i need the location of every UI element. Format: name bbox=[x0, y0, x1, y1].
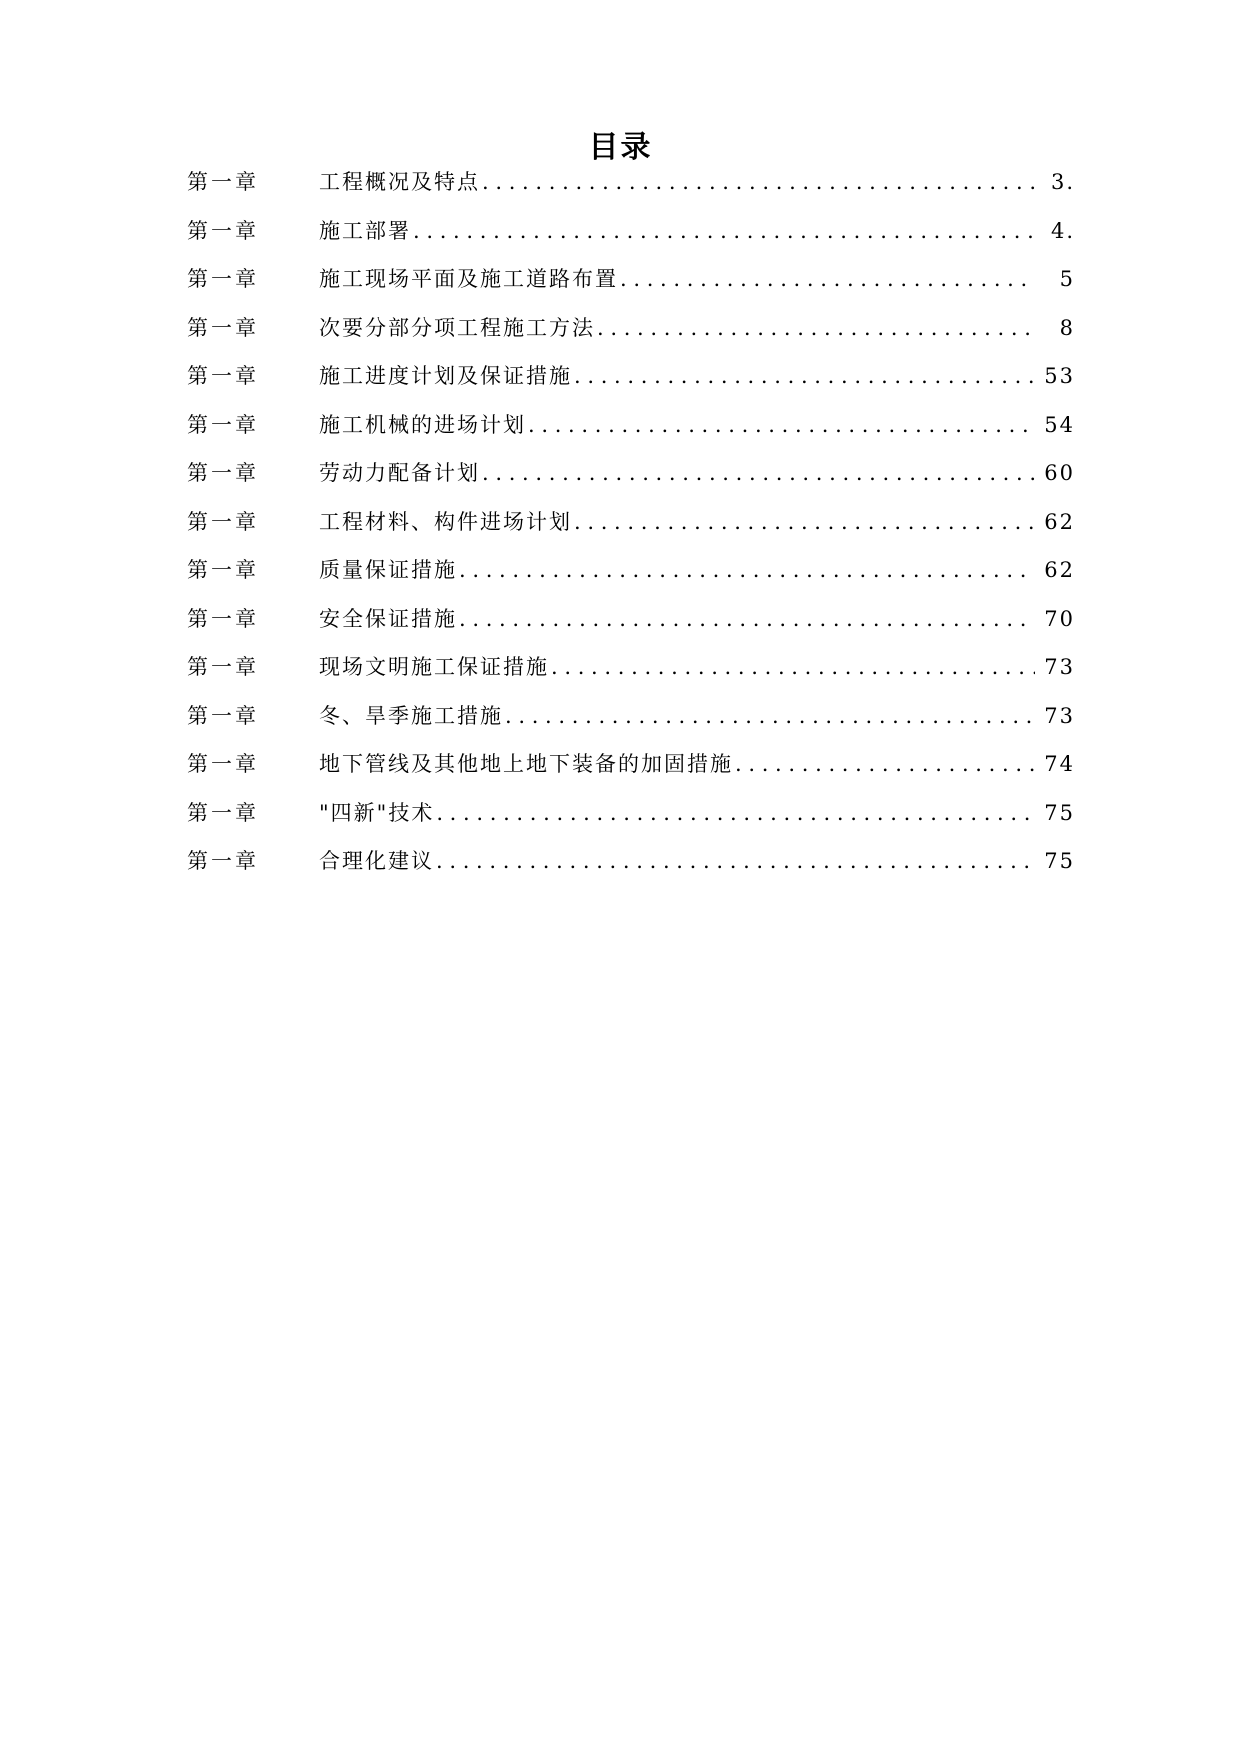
toc-chapter-label: 第一章 bbox=[187, 509, 259, 534]
toc-entry[interactable] bbox=[187, 799, 1075, 848]
toc-page-number: 75 bbox=[1044, 800, 1075, 825]
toc-heading: 劳动力配备计划 bbox=[319, 461, 480, 485]
toc-dot-leader bbox=[574, 362, 1035, 390]
toc-chapter-label: 第一章 bbox=[187, 364, 259, 388]
toc-page-number: 4. bbox=[1050, 218, 1075, 243]
toc-entry[interactable] bbox=[187, 459, 1075, 508]
toc-chapter-label: 第一章 bbox=[187, 218, 259, 243]
toc-page-number: 70 bbox=[1044, 606, 1075, 631]
toc-entry[interactable] bbox=[187, 750, 1075, 799]
toc-heading: 工程概况及特点 bbox=[319, 170, 480, 194]
toc-chapter-label: 第一章 bbox=[187, 315, 259, 340]
toc-entry[interactable] bbox=[187, 702, 1075, 751]
toc-page-number: 5 bbox=[1059, 267, 1075, 291]
toc-chapter-label: 第一章 bbox=[187, 703, 259, 728]
toc-dot-leader bbox=[413, 217, 1035, 245]
toc-dot-leader bbox=[528, 411, 1035, 439]
toc-dot-leader bbox=[436, 799, 1035, 827]
toc-heading: 合理化建议 bbox=[319, 849, 434, 873]
toc-entry[interactable] bbox=[187, 362, 1075, 411]
toc-page-number: 62 bbox=[1044, 558, 1075, 582]
toc-entry[interactable] bbox=[187, 847, 1075, 896]
toc-dot-leader bbox=[436, 847, 1035, 875]
toc-dot-leader bbox=[574, 508, 1035, 536]
table-of-contents bbox=[187, 168, 1075, 896]
toc-chapter-label: 第一章 bbox=[187, 267, 259, 291]
toc-heading: 次要分部分项工程施工方法 bbox=[319, 315, 595, 340]
toc-chapter-label: 第一章 bbox=[187, 655, 259, 679]
toc-page-number: 62 bbox=[1044, 509, 1075, 534]
toc-chapter-label: 第一章 bbox=[187, 752, 259, 776]
toc-chapter-label: 第一章 bbox=[187, 849, 259, 873]
toc-dot-leader bbox=[482, 168, 1035, 196]
toc-chapter-label: 第一章 bbox=[187, 558, 259, 582]
toc-heading: 现场文明施工保证措施 bbox=[319, 655, 549, 679]
toc-dot-leader bbox=[551, 653, 1035, 681]
toc-dot-leader bbox=[459, 556, 1035, 584]
toc-page-number: 74 bbox=[1044, 752, 1075, 776]
toc-heading: 施工进度计划及保证措施 bbox=[319, 364, 572, 388]
toc-page-number: 60 bbox=[1044, 461, 1075, 485]
toc-heading: 安全保证措施 bbox=[319, 606, 457, 631]
toc-dot-leader bbox=[620, 265, 1035, 293]
toc-page-number: 73 bbox=[1044, 655, 1075, 679]
toc-page-number: 73 bbox=[1044, 703, 1075, 728]
toc-entry[interactable] bbox=[187, 217, 1075, 266]
toc-dot-leader bbox=[597, 314, 1035, 342]
toc-heading: "四新"技术 bbox=[319, 800, 435, 825]
toc-dot-leader bbox=[505, 702, 1035, 730]
toc-entry[interactable] bbox=[187, 168, 1075, 217]
toc-page-number: 54 bbox=[1044, 412, 1075, 437]
toc-heading: 施工现场平面及施工道路布置 bbox=[319, 267, 618, 291]
toc-entry[interactable] bbox=[187, 508, 1075, 557]
toc-heading: 地下管线及其他地上地下装备的加固措施 bbox=[319, 752, 733, 776]
toc-chapter-label: 第一章 bbox=[187, 170, 259, 194]
toc-heading: 施工机械的进场计划 bbox=[319, 412, 526, 437]
toc-chapter-label: 第一章 bbox=[187, 800, 259, 825]
toc-dot-leader bbox=[459, 605, 1035, 633]
toc-page-number: 8 bbox=[1059, 315, 1075, 340]
toc-dot-leader bbox=[482, 459, 1035, 487]
toc-entry[interactable] bbox=[187, 411, 1075, 460]
toc-page-number: 75 bbox=[1044, 849, 1075, 873]
toc-entry[interactable] bbox=[187, 265, 1075, 314]
toc-heading: 质量保证措施 bbox=[319, 558, 457, 582]
toc-entry[interactable] bbox=[187, 653, 1075, 702]
toc-entry[interactable] bbox=[187, 556, 1075, 605]
toc-heading: 施工部署 bbox=[319, 218, 411, 243]
toc-chapter-label: 第一章 bbox=[187, 606, 259, 631]
toc-heading: 工程材料、构件进场计划 bbox=[319, 509, 572, 534]
toc-entry[interactable] bbox=[187, 314, 1075, 363]
page-title: 目录 bbox=[588, 130, 653, 166]
toc-dot-leader bbox=[735, 750, 1035, 778]
toc-page-number: 53 bbox=[1044, 364, 1075, 388]
toc-page-number: 3. bbox=[1050, 170, 1075, 194]
toc-chapter-label: 第一章 bbox=[187, 461, 259, 485]
toc-chapter-label: 第一章 bbox=[187, 412, 259, 437]
toc-entry[interactable] bbox=[187, 605, 1075, 654]
toc-heading: 冬、旱季施工措施 bbox=[319, 703, 503, 728]
